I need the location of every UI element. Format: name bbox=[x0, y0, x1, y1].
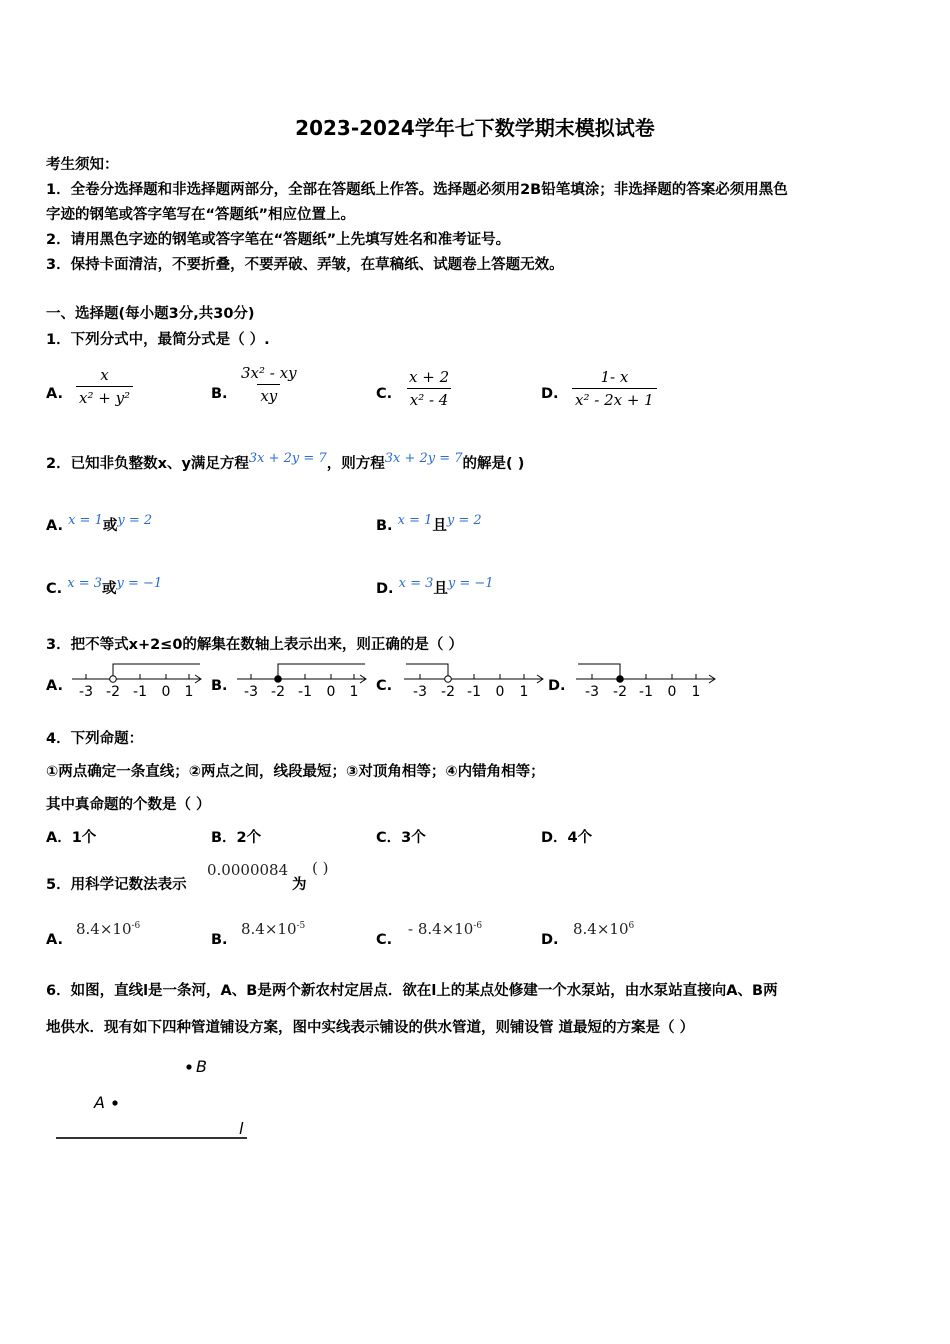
q3-option-d-label: D. bbox=[548, 678, 566, 694]
q1-option-c-fraction bbox=[406, 368, 452, 409]
tick-label: -1 bbox=[639, 684, 653, 700]
q5-option-d-value: $8.4\times 10^6$ bbox=[573, 920, 635, 938]
q3-stem: 3．把不等式x+2≤0的解集在数轴上表示出来，则正确的是（ ） bbox=[46, 637, 463, 653]
q5-option-b-label: B. bbox=[211, 932, 228, 948]
q2-equation-2: 3x + 2y = 7 bbox=[384, 451, 463, 466]
q3-option-a-label: A. bbox=[46, 678, 63, 694]
point-a-label: A bbox=[94, 1093, 105, 1112]
q5-option-b-value: $8.4\times 10^{-5}$ bbox=[241, 920, 306, 938]
line-l-label: l bbox=[239, 1119, 244, 1138]
q4-question: 其中真命题的个数是（ ） bbox=[46, 797, 211, 813]
tick-label: -1 bbox=[133, 684, 147, 700]
tick-label: -2 bbox=[106, 684, 120, 700]
tick-label: -1 bbox=[467, 684, 481, 700]
page-title: 2023-2024学年七下数学期末模拟试卷 bbox=[295, 116, 655, 140]
q3-number-line-d bbox=[572, 660, 720, 702]
tick-label: 1 bbox=[691, 684, 701, 700]
section-heading: 一、选择题(每小题3分,共30分) bbox=[46, 306, 255, 322]
q5-option-a-value: $8.4\times 10^{-6}$ bbox=[76, 920, 141, 938]
q3-option-c-label: C. bbox=[376, 678, 393, 694]
notice-line-2: 2．请用黑色字迹的钢笔或答字笔在“答题纸”上先填写姓名和准考证号。 bbox=[46, 232, 511, 248]
tick-label: 0 bbox=[495, 684, 505, 700]
point-b bbox=[186, 1064, 191, 1069]
notice-line-3: 3．保持卡面清洁，不要折叠，不要弄破、弄皱，在草稿纸、试题卷上答题无效。 bbox=[46, 257, 564, 273]
q1-option-b-label: B. bbox=[211, 386, 228, 402]
notice-line-1b: 字迹的钢笔或答字笔写在“答题纸”相应位置上。 bbox=[46, 207, 356, 223]
tick-label: 1 bbox=[519, 684, 529, 700]
q1-c-denominator: x² - 4 bbox=[407, 388, 452, 409]
tick-label: -3 bbox=[79, 684, 93, 700]
q1-option-b-fraction bbox=[238, 364, 300, 405]
tick-label: -3 bbox=[413, 684, 427, 700]
q4-propositions: ①两点确定一条直线；②两点之间，线段最短；③对顶角相等；④内错角相等； bbox=[46, 764, 545, 780]
q1-a-numerator: x bbox=[100, 366, 109, 384]
tick-label: -2 bbox=[441, 684, 455, 700]
q1-option-c-label: C. bbox=[376, 386, 393, 402]
q3-option-b-label: B. bbox=[211, 678, 228, 694]
q1-stem: 1．下列分式中，最简分式是（ ）. bbox=[46, 332, 270, 348]
q3-number-line-a bbox=[68, 660, 208, 702]
q4-option-d: D．4个 bbox=[541, 830, 593, 846]
q1-option-d-label: D. bbox=[541, 386, 559, 402]
tick-label: 1 bbox=[184, 684, 194, 700]
q4-stem: 4．下列命题： bbox=[46, 731, 144, 747]
q1-b-numerator: 3x² - xy bbox=[241, 364, 297, 382]
q6-figure bbox=[50, 1050, 260, 1150]
q5-option-a-label: A. bbox=[46, 932, 63, 948]
q2-option-d: D. $^{x = 3}$且$^{y = -1}$ bbox=[376, 576, 494, 597]
point-b-label: B bbox=[196, 1057, 207, 1076]
tick-label: 0 bbox=[326, 684, 336, 700]
q1-option-d-fraction bbox=[572, 368, 657, 409]
q2-option-b: B. $^{x = 1}$且$^{y = 2}$ bbox=[376, 513, 482, 534]
q1-c-numerator: x + 2 bbox=[409, 368, 450, 386]
q5-stem: 5．用科学记数法表示 bbox=[46, 877, 187, 893]
tick-label: -1 bbox=[298, 684, 312, 700]
q2-equation-1: 3x + 2y = 7 bbox=[248, 451, 327, 466]
q3-number-line-b bbox=[233, 660, 373, 702]
tick-label: -2 bbox=[613, 684, 627, 700]
tick-label: 0 bbox=[161, 684, 171, 700]
q1-b-denominator: xy bbox=[257, 384, 280, 405]
tick-label: 0 bbox=[667, 684, 677, 700]
point-a bbox=[112, 1100, 117, 1105]
q5-value: 0.0000084 bbox=[207, 861, 289, 879]
tick-label: 1 bbox=[349, 684, 359, 700]
q5-answer-paren: ( ) bbox=[312, 859, 329, 877]
q4-option-b: B．2个 bbox=[211, 830, 262, 846]
q1-option-a-fraction bbox=[76, 366, 133, 407]
q1-d-numerator: 1- x bbox=[600, 368, 629, 386]
q4-option-a: A．1个 bbox=[46, 830, 97, 846]
q2-option-c: C. $^{x = 3}$或$^{y = -1}$ bbox=[46, 576, 163, 597]
q2-option-a: A. $^{x = 1}$或$^{y = 2}$ bbox=[46, 513, 153, 534]
notice-line-1a: 1．全卷分选择题和非选择题两部分，全部在答题纸上作答。选择题必须用2B铅笔填涂；非选择题的答案必须用黑色 bbox=[46, 182, 788, 198]
notice-heading: 考生须知： bbox=[46, 157, 119, 173]
q6-stem-line-2: 地供水．现有如下四种管道铺设方案，图中实线表示铺设的供水管道，则铺设管 道最短的方案是（ ） bbox=[46, 1020, 695, 1036]
q1-d-denominator: x² - 2x + 1 bbox=[572, 388, 657, 409]
q3-number-line-c bbox=[400, 660, 548, 702]
tick-label: -3 bbox=[244, 684, 258, 700]
q6-stem-line-1: 6．如图，直线l是一条河，A、B是两个新农村定居点．欲在l上的某点处修建一个水泵站，由水泵站直接向A、B两 bbox=[46, 983, 778, 999]
q1-a-denominator: x² + y² bbox=[76, 386, 133, 407]
q5-option-d-label: D. bbox=[541, 932, 559, 948]
q4-option-c: C．3个 bbox=[376, 830, 426, 846]
q5-option-c-label: C. bbox=[376, 932, 393, 948]
q5-option-c-value: - $8.4\times 10^{-6}$ bbox=[408, 920, 483, 938]
q1-option-a-label: A. bbox=[46, 386, 63, 402]
tick-label: -3 bbox=[585, 684, 599, 700]
q5-stem-end: 为 bbox=[292, 877, 307, 893]
tick-label: -2 bbox=[271, 684, 285, 700]
q2-stem: 2．已知非负整数x、y满足方程$^{3x + 2y = 7}$，则方程$^{3x + 2y = 7}$的解是( ) bbox=[46, 451, 525, 472]
